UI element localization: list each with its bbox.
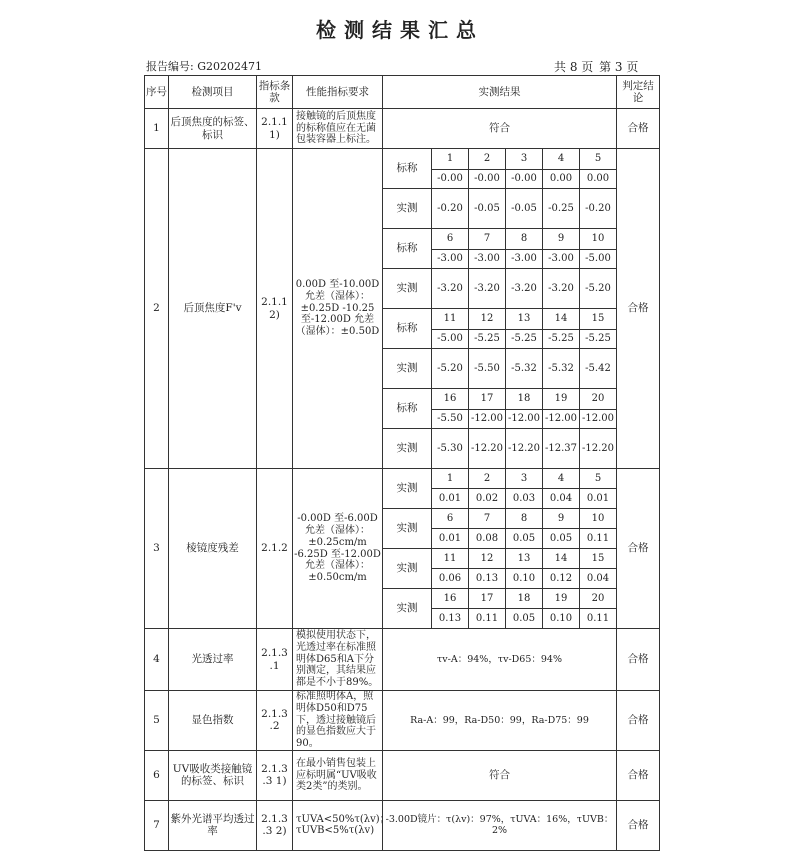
requirement: τUVA<50%τ(λv)；τUVB<5%τ(λv) [293,800,383,850]
measured-value: 0.05 [506,529,543,549]
measured-value: -12.20 [469,429,506,469]
result: Ra-A：99，Ra-D50：99，Ra-D75：99 [383,691,617,751]
measured-value: 0.11 [580,609,617,629]
total-pages: 共 8 页 [554,60,594,74]
row-number: 1 [145,109,169,149]
sample-index: 20 [580,589,617,609]
test-item: 棱镜度残差 [169,469,257,629]
sample-index: 16 [432,389,469,410]
measured-value: -12.20 [580,429,617,469]
sample-index: 11 [432,309,469,330]
sample-index: 5 [580,149,617,170]
sample-index: 20 [580,389,617,410]
sample-index: 18 [506,389,543,410]
sample-index: 10 [580,509,617,529]
sample-index: 17 [469,589,506,609]
requirement: -0.00D 至-6.00D 允差（湿体）：±0.25cm/m -6.25D 至-12.00D 允差（湿体）：±0.50cm/m [293,469,383,629]
nominal-value: -0.00 [432,170,469,189]
table-row [145,629,660,691]
clause: 2.1.1 2) [257,149,293,469]
measured-label: 实测 [383,509,432,549]
measured-value: 0.10 [543,609,580,629]
clause: 2.1.3 .3 1) [257,750,293,800]
sample-index: 9 [543,509,580,529]
sample-index: 3 [506,149,543,170]
sample-index: 10 [580,229,617,250]
measured-value: 0.01 [432,489,469,509]
table-row [145,109,660,149]
result: τv-A：94%，τv-D65：94% [383,629,617,691]
clause: 2.1.2 [257,469,293,629]
measured-value: -5.20 [580,269,617,309]
nominal-value: -0.00 [506,170,543,189]
nominal-value: -3.00 [543,250,580,269]
measured-value: 0.05 [506,609,543,629]
requirement: 0.00D 至-10.00D 允差（湿体）：±0.25D -10.25 至-12.00D 允差（湿体）：±0.50D [293,149,383,469]
measured-value: 0.01 [580,489,617,509]
sample-index: 11 [432,549,469,569]
measured-value: -0.20 [580,189,617,229]
col-header-clause: 指标条款 [257,76,293,109]
measured-value: 0.11 [469,609,506,629]
conclusion: 合格 [617,149,660,469]
table-row [145,800,660,850]
test-item: 后顶焦度的标签、标识 [169,109,257,149]
measured-label: 实测 [383,349,432,389]
sample-index: 18 [506,589,543,609]
measured-label: 实测 [383,589,432,629]
measured-value: -0.20 [432,189,469,229]
measured-value: -5.30 [432,429,469,469]
measured-value: 0.02 [469,489,506,509]
sample-index: 17 [469,389,506,410]
sample-index: 4 [543,469,580,489]
requirement: 接触镜的后顶焦度的标称值应在无菌包装容器上标注。 [293,109,383,149]
table-row [145,469,660,489]
nominal-value: -5.50 [432,410,469,429]
sample-index: 19 [543,589,580,609]
test-item: 紫外光谱平均透过率 [169,800,257,850]
clause: 2.1.3 .1 [257,629,293,691]
test-item: 后顶焦度F'v [169,149,257,469]
nominal-value: -3.00 [469,250,506,269]
measured-value: 0.10 [506,569,543,589]
clause: 2.1.3 .3 2) [257,800,293,850]
nominal-value: -5.25 [469,330,506,349]
row-number: 5 [145,691,169,751]
result: 符合 [383,109,617,149]
sample-index: 12 [469,549,506,569]
nominal-value: -0.00 [469,170,506,189]
measured-value: -3.20 [543,269,580,309]
row-number: 7 [145,800,169,850]
sample-index: 12 [469,309,506,330]
row-number: 4 [145,629,169,691]
nominal-value: 0.00 [543,170,580,189]
results-table [144,75,660,851]
sample-index: 8 [506,229,543,250]
nominal-value: -12.00 [506,410,543,429]
sample-index: 5 [580,469,617,489]
sample-index: 6 [432,509,469,529]
measured-value: -5.32 [506,349,543,389]
sample-index: 14 [543,309,580,330]
measured-value: -5.42 [580,349,617,389]
measured-value: 0.11 [580,529,617,549]
measured-value: -12.20 [506,429,543,469]
row-number: 2 [145,149,169,469]
col-header-requirement: 性能指标要求 [293,76,383,109]
clause: 2.1.3 .2 [257,691,293,751]
page-indicator [552,58,638,75]
measured-value: -0.05 [469,189,506,229]
report-number: 报告编号: G20202471 [146,60,262,73]
row-number: 3 [145,469,169,629]
measured-value: -5.50 [469,349,506,389]
measured-value: 0.13 [469,569,506,589]
sample-index: 1 [432,149,469,170]
measured-label: 实测 [383,469,432,509]
result: 符合 [383,750,617,800]
sample-index: 13 [506,309,543,330]
nominal-value: -12.00 [469,410,506,429]
nominal-value: -12.00 [580,410,617,429]
sample-index: 3 [506,469,543,489]
row-number: 6 [145,750,169,800]
nominal-label: 标称 [383,389,432,429]
nominal-value: -5.25 [506,330,543,349]
sample-index: 2 [469,149,506,170]
measured-value: 0.03 [506,489,543,509]
conclusion: 合格 [617,800,660,850]
col-header-item: 检测项目 [169,76,257,109]
header-row [145,76,660,109]
measured-value: -5.20 [432,349,469,389]
measured-value: -3.20 [469,269,506,309]
nominal-label: 标称 [383,149,432,189]
sample-index: 19 [543,389,580,410]
sample-index: 8 [506,509,543,529]
sample-index: 9 [543,229,580,250]
requirement: 标准照明体A，照明体D50和D75下，透过接触镜后的显色指数应大于90。 [293,691,383,751]
measured-value: -0.25 [543,189,580,229]
sample-index: 7 [469,509,506,529]
conclusion: 合格 [617,109,660,149]
document-title: 检测结果汇总 [316,18,484,42]
page-number: 第 3 页 [599,60,639,74]
result: -3.00D镜片：τ(λv)：97%，τUVA：16%，τUVB：2% [383,800,617,850]
sample-index: 14 [543,549,580,569]
measured-value: 0.05 [543,529,580,549]
col-header-result: 实测结果 [383,76,617,109]
requirement: 在最小销售包装上应标明属“UV吸收类2类”的类别。 [293,750,383,800]
sample-index: 16 [432,589,469,609]
sample-index: 15 [580,309,617,330]
nominal-value: -5.00 [432,330,469,349]
nominal-value: -5.25 [580,330,617,349]
table-row [145,149,660,170]
conclusion: 合格 [617,691,660,751]
measured-value: 0.01 [432,529,469,549]
measured-label: 实测 [383,189,432,229]
sample-index: 15 [580,549,617,569]
conclusion: 合格 [617,750,660,800]
measured-label: 实测 [383,429,432,469]
nominal-value: 0.00 [580,170,617,189]
nominal-value: -5.00 [580,250,617,269]
clause: 2.1.1 1) [257,109,293,149]
measured-value: 0.13 [432,609,469,629]
measured-value: 0.04 [580,569,617,589]
table-row [145,691,660,751]
measured-value: -12.37 [543,429,580,469]
measured-label: 实测 [383,269,432,309]
measured-value: -0.05 [506,189,543,229]
measured-value: 0.06 [432,569,469,589]
sample-index: 7 [469,229,506,250]
table-row [145,750,660,800]
requirement: 模拟使用状态下，光透过率在标准照明体D65和A下分别测定，其结果应都是不小于89%。 [293,629,383,691]
measured-label: 实测 [383,549,432,589]
measured-value: -3.20 [506,269,543,309]
sample-index: 2 [469,469,506,489]
nominal-value: -3.00 [432,250,469,269]
nominal-value: -5.25 [543,330,580,349]
col-header-no: 序号 [145,76,169,109]
sample-index: 13 [506,549,543,569]
measured-value: -5.32 [543,349,580,389]
nominal-value: -12.00 [543,410,580,429]
test-item: 显色指数 [169,691,257,751]
test-item: 光透过率 [169,629,257,691]
sample-index: 6 [432,229,469,250]
measured-value: 0.08 [469,529,506,549]
measured-value: 0.04 [543,489,580,509]
test-item: UV吸收类接触镜的标签、标识 [169,750,257,800]
measured-value: 0.12 [543,569,580,589]
nominal-value: -3.00 [506,250,543,269]
sample-index: 1 [432,469,469,489]
nominal-label: 标称 [383,309,432,349]
sample-index: 4 [543,149,580,170]
conclusion: 合格 [617,469,660,629]
conclusion: 合格 [617,629,660,691]
col-header-conclusion: 判定结论 [617,76,660,109]
measured-value: -3.20 [432,269,469,309]
nominal-label: 标称 [383,229,432,269]
